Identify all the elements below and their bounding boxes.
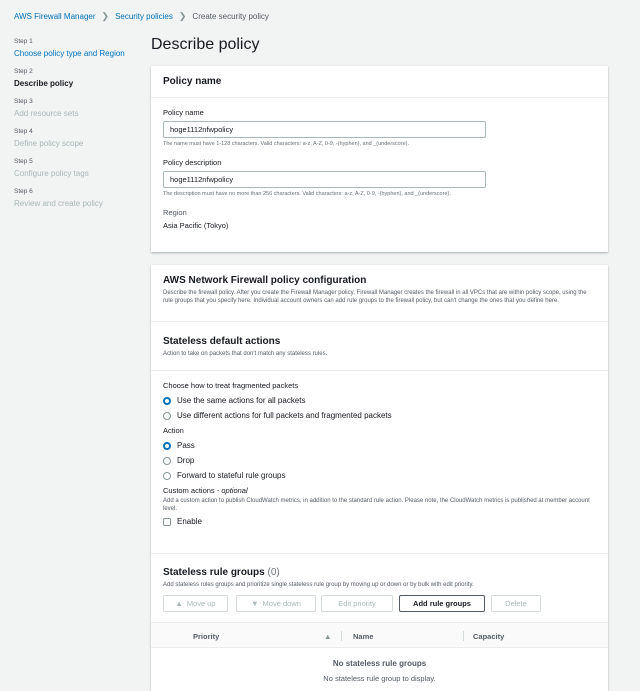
caret-down-icon: ▼ xyxy=(251,599,259,608)
checkbox-label: Enable xyxy=(177,517,202,526)
step-3 xyxy=(14,98,134,119)
step-number: Step 1 xyxy=(14,38,33,45)
sort-ascending-icon[interactable]: ▲ xyxy=(324,632,332,641)
region-label: Region xyxy=(163,208,187,217)
optional-tag: - optional xyxy=(216,486,248,495)
page-title: Describe policy xyxy=(151,36,260,53)
step-6 xyxy=(14,188,134,209)
section-description: Add stateless rules groups and prioritize single stateless rule group by moving up or down or by bulk with edit priority. xyxy=(163,582,474,588)
add-rule-groups-button[interactable]: Add rule groups xyxy=(399,595,485,612)
step-5-label: Configure policy tags xyxy=(14,169,89,178)
checkbox[interactable] xyxy=(163,518,171,526)
policy-name-body xyxy=(151,98,608,240)
enable-custom-actions[interactable] xyxy=(163,517,596,526)
step-number: Step 4 xyxy=(14,128,33,135)
column-divider xyxy=(341,631,342,641)
empty-state-description: No stateless rule group to display. xyxy=(323,674,436,683)
stateless-rule-groups xyxy=(151,553,608,691)
step-number: Step 5 xyxy=(14,158,33,165)
rule-groups-table-header xyxy=(151,622,608,648)
step-4 xyxy=(14,128,134,149)
empty-state-title: No stateless rule groups xyxy=(332,659,427,668)
action-option-pass[interactable] xyxy=(163,441,596,450)
section-title: Stateless default actions xyxy=(163,336,281,347)
delete-button[interactable]: Delete xyxy=(491,595,541,612)
wizard-steps xyxy=(14,38,134,218)
panel-title: Policy name xyxy=(163,76,222,87)
column-capacity[interactable]: Capacity xyxy=(473,632,505,641)
column-priority[interactable]: Priority xyxy=(193,632,220,641)
policy-name-header xyxy=(151,66,608,98)
radio-label: Forward to stateful rule groups xyxy=(177,471,286,480)
step-6-label: Review and create policy xyxy=(14,199,103,208)
policy-description-hint: The description must have no more than 256 characters. Valid characters: a-z, A-Z, 0-9, -(hyphen), and _(underscore). xyxy=(163,191,451,197)
column-divider xyxy=(463,631,464,641)
step-4-label: Define policy scope xyxy=(14,139,84,148)
fragment-label: Choose how to treat fragmented packets xyxy=(163,381,299,390)
stateless-default-header xyxy=(151,322,608,371)
fragment-option-same[interactable] xyxy=(163,396,596,405)
radio-button[interactable] xyxy=(163,457,171,465)
action-option-drop[interactable] xyxy=(163,456,596,465)
edit-priority-button[interactable]: Edit priority xyxy=(321,595,393,612)
step-number: Step 3 xyxy=(14,98,33,105)
step-2 xyxy=(14,68,134,89)
rule-groups-title xyxy=(163,567,280,578)
panel-description: Describe the firewall policy. After you create the Firewall Manager policy, Firewall Manager creates the firewall in all VPCs that are within policy scope, using the rule groups that you specify here. Individual account owners can add rule groups to the firewall policy, but can't change the ones that you define here. xyxy=(163,290,587,304)
breadcrumb xyxy=(14,11,269,22)
policy-name-panel xyxy=(151,66,608,252)
panel-title: AWS Network Firewall policy configuration xyxy=(163,275,367,286)
nfw-config-header xyxy=(151,265,608,322)
radio-label: Use different actions for full packets and fragmented packets xyxy=(177,411,392,420)
button-label: Move up xyxy=(186,599,216,608)
section-description: Action to take on packets that don't match any stateless rules. xyxy=(163,351,328,357)
step-5 xyxy=(14,158,134,179)
rule-groups-toolbar xyxy=(163,595,603,612)
move-up-button[interactable] xyxy=(163,595,228,612)
region-value: Asia Pacific (Tokyo) xyxy=(163,221,229,230)
step-1 xyxy=(14,38,134,59)
column-name[interactable]: Name xyxy=(353,632,374,641)
rule-groups-count: (0) xyxy=(267,567,280,578)
chevron-right-icon: ❯ xyxy=(101,11,110,21)
step-2-label: Describe policy xyxy=(14,79,74,88)
radio-button[interactable] xyxy=(163,412,171,420)
section-title: Stateless rule groups xyxy=(163,567,265,578)
policy-name-hint: The name must have 1-128 characters. Valid characters: a-z, A-Z, 0-9, -(hyphen), and _(underscore). xyxy=(163,141,409,147)
action-option-forward[interactable] xyxy=(163,471,596,480)
radio-label: Drop xyxy=(177,456,195,465)
radio-label: Pass xyxy=(177,441,195,450)
custom-actions-title: Custom actions xyxy=(163,486,215,495)
radio-button[interactable] xyxy=(163,442,171,450)
radio-button[interactable] xyxy=(163,397,171,405)
step-1-link[interactable]: Choose policy type and Region xyxy=(14,49,125,58)
breadcrumb-current: Create security policy xyxy=(192,12,269,21)
custom-actions-label xyxy=(163,486,596,495)
policy-description-label: Policy description xyxy=(163,158,222,167)
fragment-option-different[interactable] xyxy=(163,411,596,420)
policy-name-input[interactable]: hoge1112nfwpolicy xyxy=(163,121,486,138)
custom-actions-description: Add a custom action to publish CloudWatch metrics, in addition to the standard rule action. Please note, the CloudWatch metrics is published at member account level. xyxy=(163,498,590,512)
move-down-button[interactable] xyxy=(236,595,316,612)
step-number: Step 6 xyxy=(14,188,33,195)
caret-up-icon: ▲ xyxy=(175,599,183,608)
radio-label: Use the same actions for all packets xyxy=(177,396,306,405)
chevron-right-icon: ❯ xyxy=(178,11,187,21)
step-3-label: Add resource sets xyxy=(14,109,79,118)
breadcrumb-security-policies[interactable]: Security policies xyxy=(115,12,173,21)
breadcrumb-firewall-manager[interactable]: AWS Firewall Manager xyxy=(14,12,96,21)
nfw-config-panel xyxy=(151,265,608,691)
stateless-default-body xyxy=(151,371,608,553)
radio-button[interactable] xyxy=(163,472,171,480)
policy-name-label: Policy name xyxy=(163,108,204,117)
button-label: Move down xyxy=(262,599,301,608)
step-number: Step 2 xyxy=(14,68,33,75)
policy-description-input[interactable]: hoge1112nfwpolicy xyxy=(163,171,486,188)
action-label: Action xyxy=(163,426,184,435)
